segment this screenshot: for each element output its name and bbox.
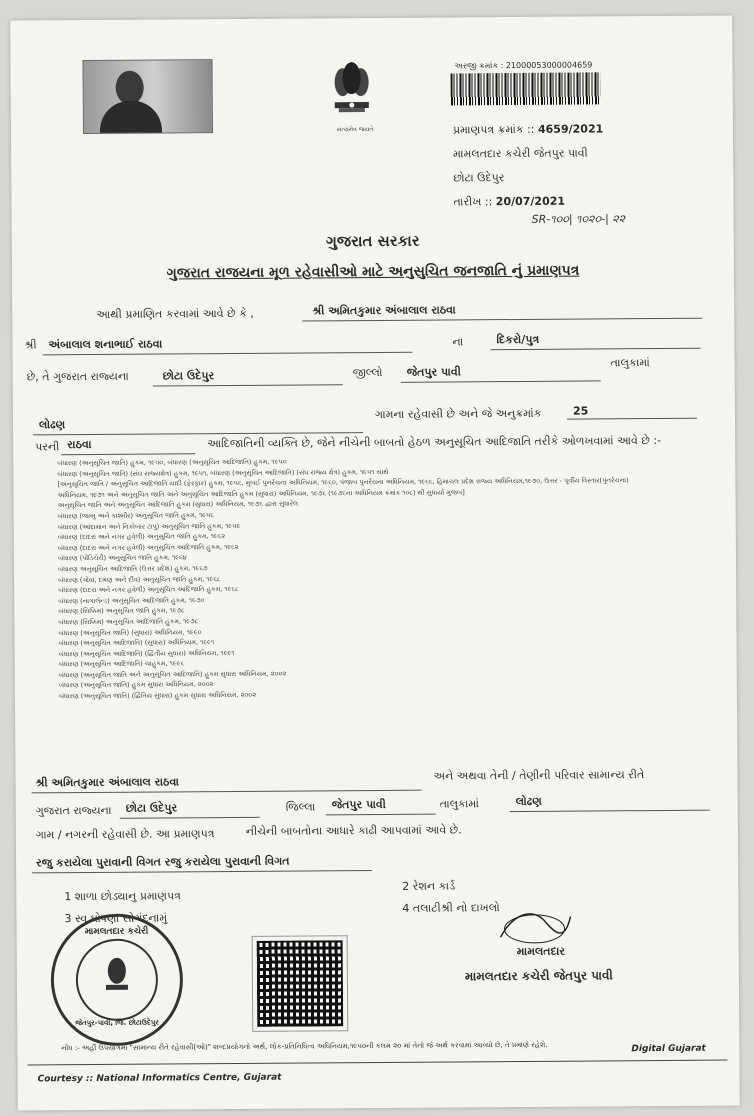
tribe-label: પરની bbox=[35, 440, 60, 454]
act-item: બંધારણ (અનુસૂચિત આદિજાતિ) ચાહુકમ, ૧૯૯૬ bbox=[58, 659, 185, 669]
act-item: બંધારણ અનુસૂચિત આદિજાતિ (ઉત્તર પ્રદેશ) હુકમ, ૧૯૬૭ bbox=[58, 564, 208, 574]
act-item: બંધારણ (દાદરા અને નગર હવેલી) અનુસૂચિત આદિજાતિ હુકમ, ૧૯૬૨ bbox=[57, 542, 239, 552]
courtesy-text: Courtesy :: National Informatics Centre, Gujarat bbox=[37, 1072, 282, 1085]
act-item: અનુસૂચિત જાતિ અને અનુસૂચિત આદિજાતિ હુકમ (સુધારા) અધિનિયમ, ૧૯૭૬ દ્વારા સુધારેલ bbox=[57, 499, 299, 510]
state-label: છે, તે ગુજરાત રાજ્યના bbox=[26, 369, 129, 384]
act-item: બંધારણ (નાગાલેન્ડ) અનુસૂચિત આદિજાતિ હુકમ, ૧૯૭૦ bbox=[58, 595, 205, 605]
family-district-label: જિલ્લા bbox=[285, 800, 316, 814]
footer-note: નોંધ :- અહીં ઉપયોગમાં "સામાન્ય રીતે રહેવાસી(ઓ)" શબ્દપ્રયોગનો અર્થ, લોક-પ્રતિનિધિત્વ અધિનિયમ,૧૯૫૦ની કલમ ૨૦ માં તેનો જે અર્થ કરવામાં આવ્યો છે, તે પ્રમાણે રહેશે. bbox=[61, 1040, 548, 1053]
document-item: 1 શાળા છોડ્યાનુ પ્રમાણપત્ર bbox=[64, 889, 181, 904]
tribe-name: રાઠવા bbox=[67, 437, 92, 452]
issue-date: તારીખ :: 20/07/2021 bbox=[453, 194, 566, 209]
certificate-paper bbox=[10, 15, 740, 1110]
seal-top-text: મામલતદાર કચેરી bbox=[84, 926, 149, 938]
handwritten-reference: SR-૧૦૦| ૧૦૨૦-| ૨૨ bbox=[531, 212, 626, 226]
act-item: અધિનિયમ, ૧૯૭૧ અને અનુસૂચિત જાતિ અને અનુસૂચિત આદિજાતિ હુકમ (સુધારા) અધિનિયમ, ૧૯૭૬ (૧૯૭૬ના અધિનિયમ ક્રમાંક ૧૦૮) થી સુધાર્યા મુજબ] bbox=[57, 488, 465, 499]
father-name: અંબાલાલ શનાભાઈ રાઠવા bbox=[48, 337, 163, 352]
family-district-value: છોટા ઉદેપુર bbox=[125, 801, 178, 815]
barcode bbox=[451, 72, 601, 105]
act-item: બંધારણ (સિક્કિમ) અનુસૂચિત જાતિ હુકમ, ૧૯૭૮ bbox=[58, 606, 185, 616]
issuing-office: મામલતદાર કચેરી જેતપુર પાવી bbox=[453, 146, 588, 161]
village-name: લોઢણ bbox=[38, 418, 66, 432]
act-item: બંધારણ (અનુસૂચિત જાતિ) હુકમ, ૧૯૫૦, બંધારણ (અનુસૂચિત આદિજાતિ) હુકમ, ૧૯૫૦ bbox=[57, 457, 287, 468]
shri-label: શ્રી bbox=[24, 338, 37, 352]
signatory-office: મામલતદાર કચેરી જેતપુર પાવી bbox=[464, 968, 613, 984]
tribe-text: આદિજાતિની વ્યક્તિ છે, જેને નીચેની બાબતો હેઠળ અનુસૂચિત આદિજાતિ તરીકે ઓળખવામાં આવે છે :- bbox=[207, 434, 662, 451]
act-item: બંધારણ (દાદરા અને નગર હવેલી) અનુસૂચિત આદિજાતિ હુકમ, ૧૯૬૮ bbox=[58, 585, 239, 595]
act-item: બંધારણ (અનુસૂચિત જાતિ) હુકમ સુધારા અધિનિયમ, ૨૦૦૨ bbox=[58, 680, 214, 690]
certificate-title: ગુજરાત રાજયના મૂળ રહેવાસીઓ માટે અનુસુચિત જનજાતિ નું પ્રમાણપત્ર bbox=[166, 262, 580, 282]
seal-bottom-text: જેતપુર-પાવી, જિ. છોટાઉદેપુર bbox=[75, 1018, 160, 1028]
certificate-number: પ્રમાણપત્ર ક્રમાંક :: 4659/2021 bbox=[452, 122, 604, 137]
act-item: બંધારણ (અનુસૂચિત જાતિ અને અનુસૂચિત આદિજાતિ) હુકમ સુધારા અધિનિયમ, ૨૦૦૨ bbox=[58, 669, 287, 680]
family-state-label: ગુજરાત રાજ્યના bbox=[35, 803, 112, 818]
act-item: બંધારણ (આંદામાન અને નિકોબાર ટાપુ) અનુસૂચિત જાતિ હુકમ, ૧૯૫૯ bbox=[57, 521, 241, 531]
document-item: 3 સ્વ ઘોષણા સોગંદનામું bbox=[64, 911, 168, 926]
taluka-value: જેતપુર પાવી bbox=[406, 365, 461, 379]
act-item: બંધારણ (અનુસૂચિત જાતિ) (સંઘ રાજ્યક્ષેત્ર) હુકમ, ૧૯૫૧, બંધારણ (અનુસૂચિત આદિજાતિ) (સંઘ રાજ્ય ક્ષેત્ર) હુકમ, ૧૯૫૧ સાથે bbox=[57, 467, 389, 478]
act-item: બંધારણ (દાદરા અને નગર હવેલી) અનુસૂચિત જાતિ હુકમ, ૧૯૬૨ bbox=[57, 532, 226, 542]
applicant-name: શ્રી અમિતકુમાર અંબાલાલ રાઠવા bbox=[312, 303, 456, 318]
document-item: 2 રેશન કાર્ડ bbox=[402, 879, 456, 893]
issuing-district: છોટા ઉદેપુર bbox=[453, 171, 505, 185]
act-item: [અનુસૂચિત જાતિ / અનુસૂચિત આદિજાતિ યાદી (ફેરફાર) હુકમ, ૧૯૫૬, મુંબઈ પુનર્રચના અધિનિયમ, ૧૯૬૦, પંજાબ પુનર્રચના અધિનિયમ, ૧૯૬૬, હિમાચલ પ્રદેશ રાજ્ય અધિનિયમ,૧૯૭૦, ઉત્તર - પૂર્વીય વિસ્તાર(પુનર્રચના) bbox=[57, 476, 629, 489]
office-seal bbox=[50, 913, 183, 1046]
act-item: બંધારણ (સિક્કિમ) અનુસૂચિત આદિજાતિ હુકમ, ૧૯૭૮ bbox=[58, 617, 199, 627]
family-taluka-value: જેતપુર પાવી bbox=[331, 797, 386, 812]
na-label: ના bbox=[452, 335, 464, 349]
act-item: બંધારણ (અનુસૂચિત જાતિ) (દ્વિતિય સુધારા) હુકમ સુધારા અધિનિયમ, ૨૦૦૨ bbox=[58, 690, 257, 701]
village-label: ગામના રહેવાસી છે અને જે અનુક્રમાંક bbox=[374, 406, 542, 421]
national-emblem-icon bbox=[326, 58, 376, 120]
district-value: છોટા ઉદેપુર bbox=[162, 369, 215, 383]
signature-mark bbox=[494, 907, 574, 948]
document-item: 4 તલાટીશ્રી નો દાખલો bbox=[402, 901, 500, 915]
taluka-label: તાલુકામાં bbox=[610, 356, 650, 370]
documents-heading: રજુ કરાયેલા પુરાવાની વિગત રજુ કરાયેલા પુરાવાની વિગત bbox=[36, 854, 290, 870]
act-item: બંધારણ (અનુસૂચિત જાતિ) (સુધારા) અધિનિયમ, ૧૯૯૦ bbox=[58, 627, 202, 637]
act-item: બંધારણ (અનુસૂચિત આદિજાતિ) (સુધારા) અધિનિયમ, ૧૯૯૧ bbox=[58, 638, 215, 648]
signed-label: મામલતદાર bbox=[516, 944, 566, 959]
relation: દિકરો/પુત્ર bbox=[496, 332, 540, 347]
government-title: ગુજરાત સરકાર bbox=[325, 231, 420, 251]
acts-list bbox=[57, 454, 719, 702]
basis-text: નીચેની બાબતોના આધારે કાઢી આપવામાં આવે છે. bbox=[245, 823, 462, 838]
family-text: અને અથવા તેની / તેણીની પરિવાર સામાન્ય રીતે bbox=[433, 768, 645, 783]
serial-number: 25 bbox=[572, 404, 589, 418]
applicant-photo bbox=[82, 59, 213, 134]
seal-emblem-icon bbox=[102, 957, 132, 997]
qr-code bbox=[253, 936, 348, 1031]
application-number: અરજી ક્રમાંક : 21000053000004659 bbox=[454, 60, 593, 71]
digital-gujarat-brand: Digital Gujarat bbox=[631, 1043, 706, 1055]
emblem-caption: સત્યમેવ જયતે bbox=[336, 126, 374, 134]
act-item: બંધારણ (અનુસૂચિત આદિજાતિ) (દ્વિતીય સુધારા) અધિનિયમ, ૧૯૯૧ bbox=[58, 648, 235, 658]
family-village: લોઢણ bbox=[515, 794, 542, 809]
certify-label: આથી પ્રમાણિત કરવામાં આવે છે કે , bbox=[96, 306, 254, 321]
act-item: બંધારણ (ગોવા, દમણ અને દીવ) અનુસૂચિત જાતિ હુકમ, ૧૯૬૮ bbox=[58, 574, 221, 584]
family-taluka-label: તાલુકામાં bbox=[439, 797, 479, 811]
resident-text: ગામ / નગરની રહેવાસી છે. આ પ્રમાણપત્ર bbox=[35, 827, 215, 842]
act-item: બંધારણ (જમ્મુ અને કાશ્મીર) અનુસૂચિત જાતિ હુકમ, ૧૯૫૬ bbox=[57, 511, 214, 521]
family-applicant-name: શ્રી અમિતકુમાર અંબાલાલ રાઠવા bbox=[35, 775, 180, 790]
district-label: જીલ્લો bbox=[352, 365, 383, 380]
act-item: બંધારણ (પોંડિચેરી) અનુસૂચિત જાતિ હુકમ, ૧૯૬૪ bbox=[57, 553, 187, 563]
